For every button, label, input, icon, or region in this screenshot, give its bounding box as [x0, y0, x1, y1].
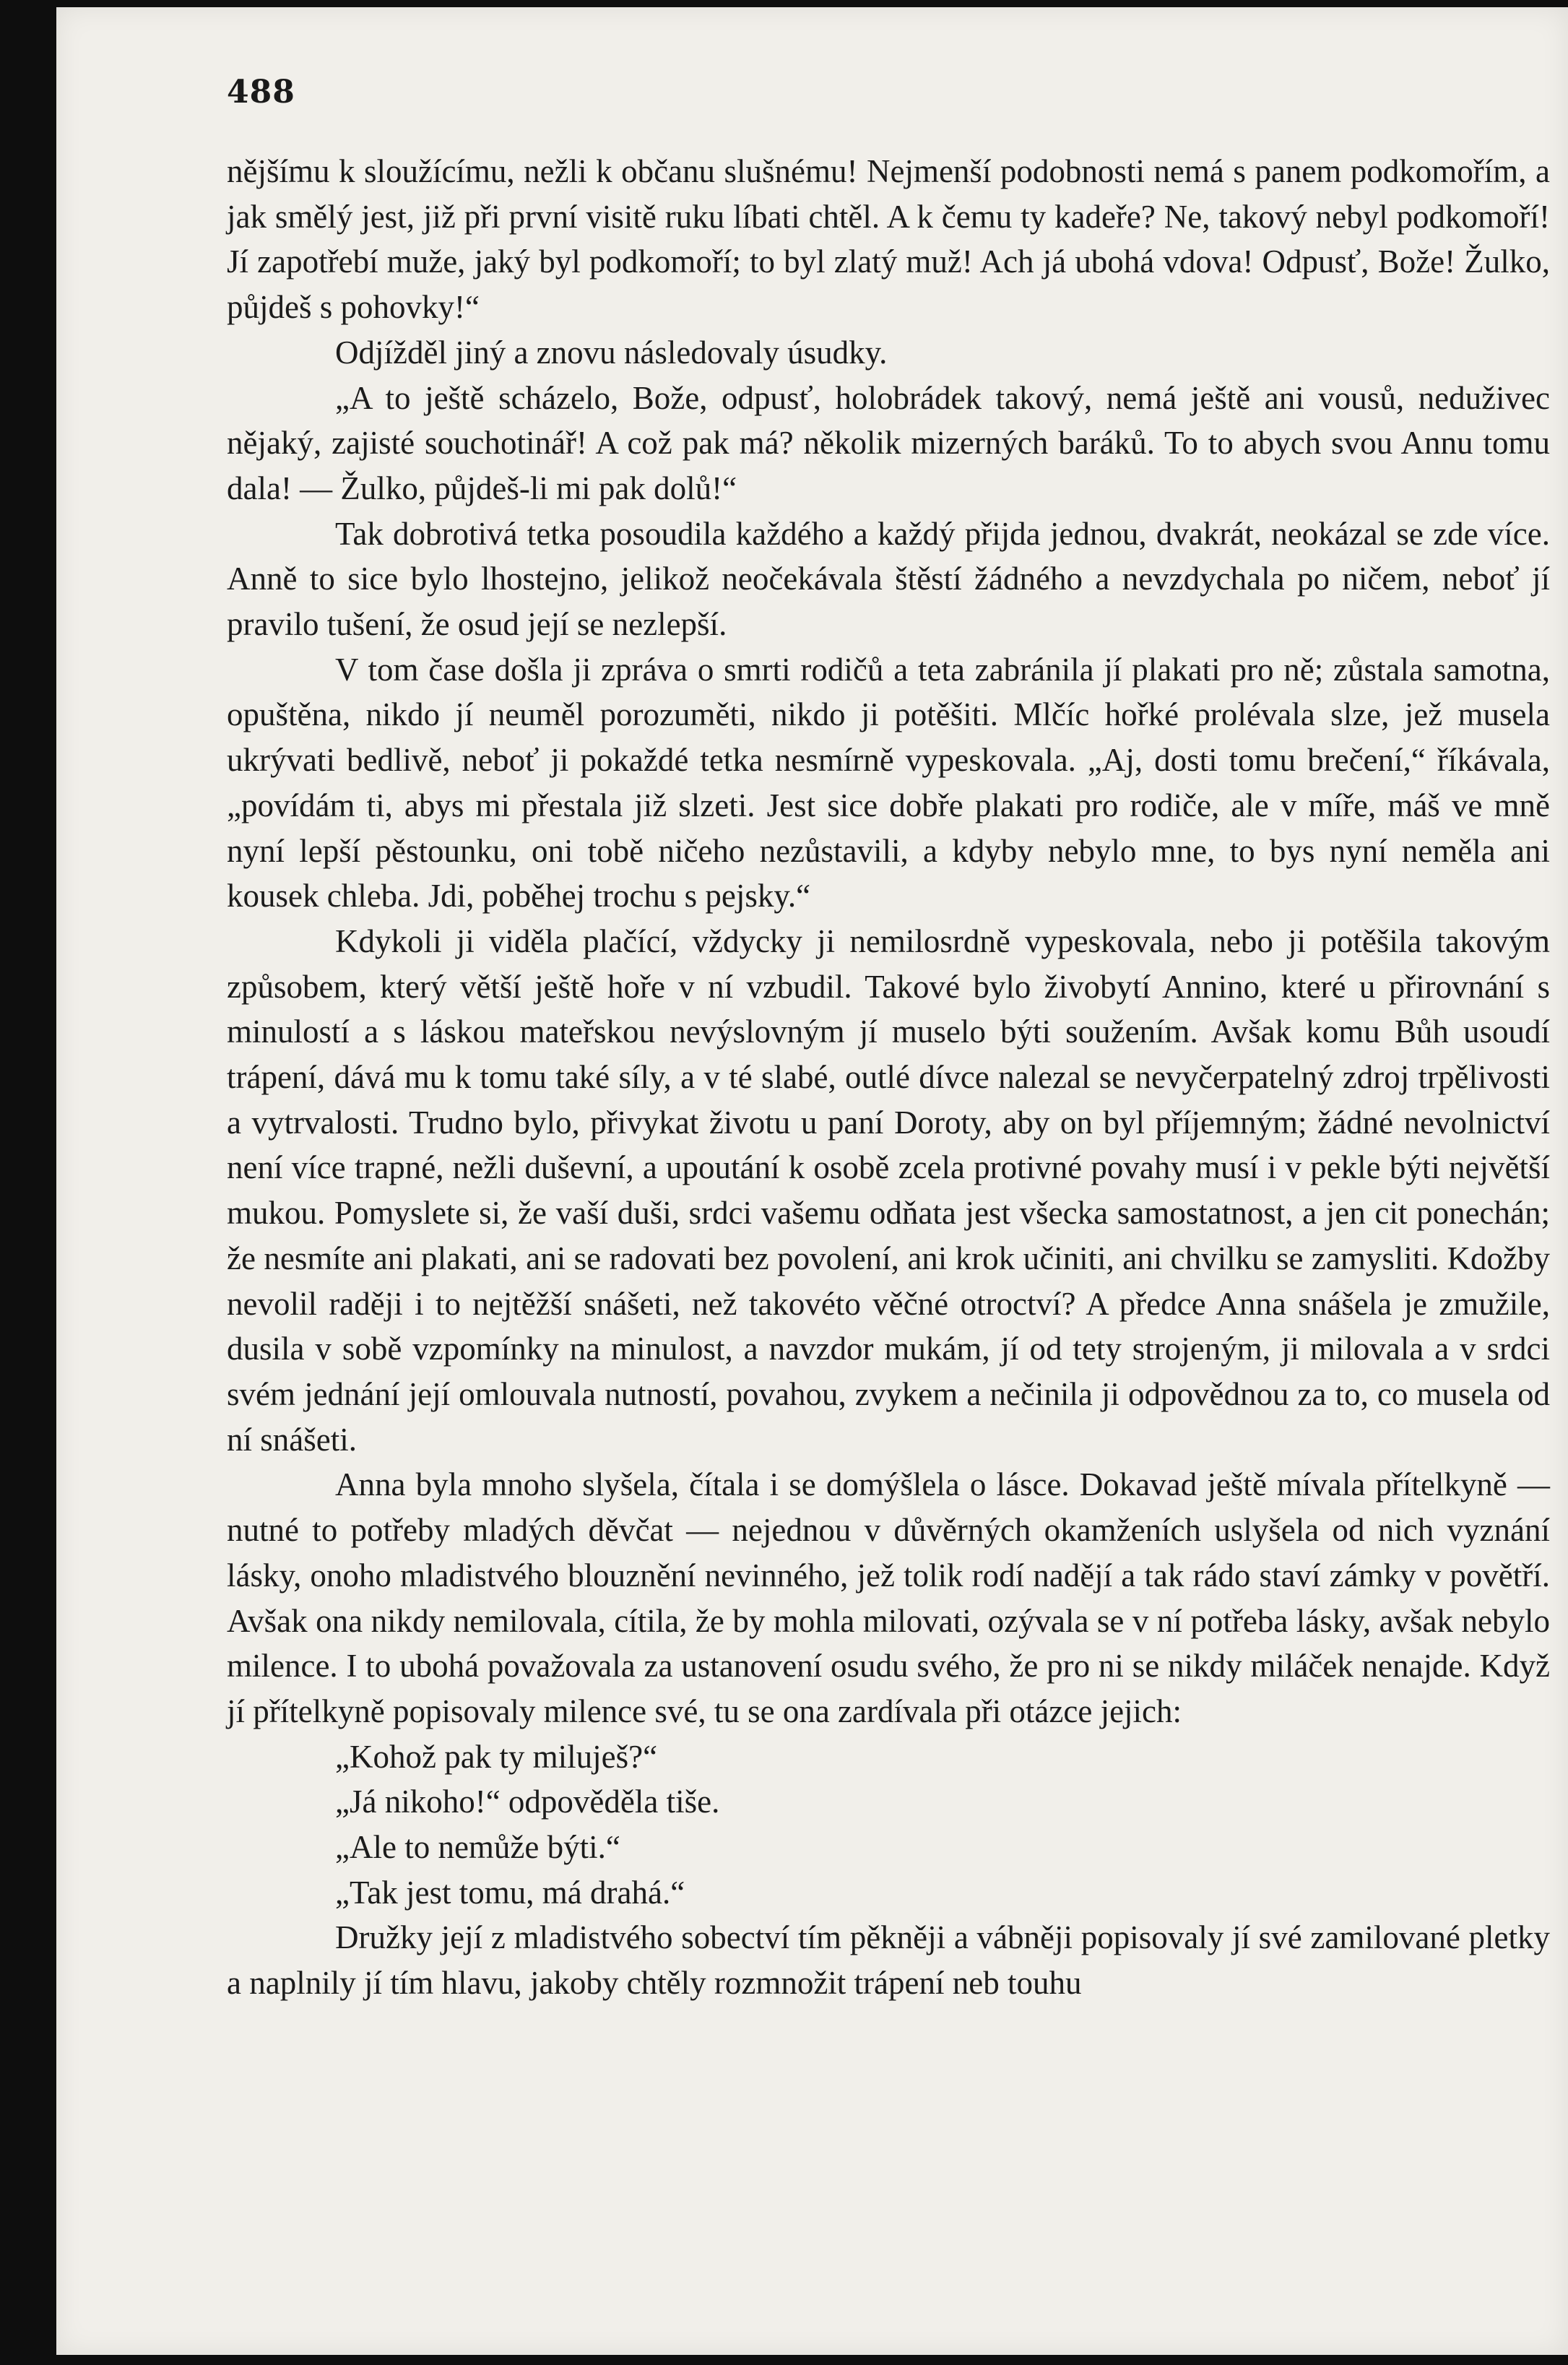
paragraph: nějšímu k sloužícímu, nežli k občanu slušnému! Nejmenší podobnosti nemá s panem podkomořím, a jak smělý jest, již při první visitě ruku líbati chtěl. A k čemu ty kadeře? Ne, takový nebyl podkomoří! Jí zapotřebí muže, jaký byl podkomoří; to byl zlatý muž! Ach já ubohá vdova! Odpusť, Bože! Žulko, půjdeš s pohovky!“	[227, 153, 1550, 326]
dialogue-line: „Ale to nemůže býti.“	[335, 1829, 620, 1866]
body-text	[227, 149, 1550, 2006]
dialogue-line: „Tak jest tomu, má drahá.“	[335, 1874, 685, 1911]
book-page	[56, 7, 1568, 2355]
paragraph: Tak dobrotivá tetka posoudila každého a každý přijda jednou, dvakrát, neokázal se zde více. Anně to sice bylo lhostejno, jelikož neočekávala štěstí žádného a nevzdychala po ničem, neboť jí pravilo tušení, že osud její se nezlepší.	[227, 515, 1550, 643]
dialogue-line: „Kohož pak ty miluješ?“	[335, 1738, 658, 1775]
dialogue-line: „Já nikoho!“ odpověděla tiše.	[335, 1784, 720, 1820]
paragraph: Anna byla mnoho slyšela, čítala i se domýšlela o lásce. Dokavad ještě mívala přítelkyně — nutné to potřeby mladých děvčat — nejednou v důvěrných okamženích uslyšela od nich vyznání lásky, onoho mladistvého blouznění nevinného, jež tolik rodí nadějí a tak rádo staví zámky v povětří. Avšak ona nikdy nemilovala, cítila, že by mohla milovati, ozývala se v ní potřeba lásky, avšak nebylo milence. I to ubohá považovala za ustanovení osudu svého, že pro ni se nikdy miláček nenajde. Když jí přítelkyně popisovaly milence své, tu se ona zardívala při otázce jejich:	[227, 1466, 1550, 1729]
paragraph: V tom čase došla ji zpráva o smrti rodičů a teta zabránila jí plakati pro ně; zůstala samotna, opuštěna, nikdo jí neuměl porozuměti, nikdo ji potěšiti. Mlčíc hořké prolévala slze, jež musela ukrývati bedlivě, neboť ji pokaždé tetka nesmírně vypeskovala. „Aj, dosti tomu brečení,“ říkávala, „povídám ti, abys mi přestala již slzeti. Jest sice dobře plakati pro rodiče, ale v míře, máš ve mně nyní lepší pěstounku, oni tobě ničeho nezůstavili, a kdyby nebylo mne, to bys nyní neměla ani kousek chleba. Jdi, poběhej trochu s pejsky.“	[227, 651, 1550, 915]
paragraph: Odjížděl jiný a znovu následovaly úsudky.	[335, 334, 888, 371]
paragraph: „A to ještě scházelo, Bože, odpusť, holobrádek takový, nemá ještě ani vousů, neduživec nějaký, zajisté souchotinář! A což pak má? několik mizerných baráků. To to abych svou Annu tomu dala! — Žulko, půjdeš-li mi pak dolů!“	[227, 379, 1550, 506]
paragraph: Kdykoli ji viděla plačící, vždycky ji nemilosrdně vypeskovala, nebo ji potěšila takovým způsobem, který větší ještě hoře v ní vzbudil. Takové bylo živobytí Annino, které u přirovnání s minulostí a s láskou mateřskou nevýslovným jí muselo býti soužením. Avšak komu Bůh usoudí trápení, dává mu k tomu také síly, a v té slabé, outlé dívce nalezal se nevyčerpatelný zdroj trpělivosti a vytrvalosti. Trudno bylo, přivykat životu u paní Doroty, aby on byl příjemným; žádné nevolnictví není více trapné, nežli duševní, a upoutání k osobě zcela protivné povahy musí i v pekle býti největší mukou. Pomyslete si, že vaší duši, srdci vašemu odňata jest všecka samostatnost, a jen cit ponechán; že nesmíte ani plakati, ani se radovati bez povolení, ani krok učiniti, ani chvilku se zamysliti. Kdožby nevolil raději i to nejtěžší snášeti, než takovéto věčné otroctví? A předce Anna snášela je zmužile, dusila v sobě vzpomínky na minulost, a navzdor mukám, jí od tety strojeným, ji milovala a v srdci svém jednání její omlouvala nutností, povahou, zvykem a nečinila ji odpovědnou za to, co musela od ní snášeti.	[227, 922, 1550, 1458]
paragraph: Družky její z mladistvého sobectví tím pěkněji a vábněji popisovaly jí své zamilované pletky a naplnily jí tím hlavu, jakoby chtěly rozmnožit trápení neb touhu	[227, 1919, 1550, 2002]
page-number: 488	[227, 74, 295, 111]
